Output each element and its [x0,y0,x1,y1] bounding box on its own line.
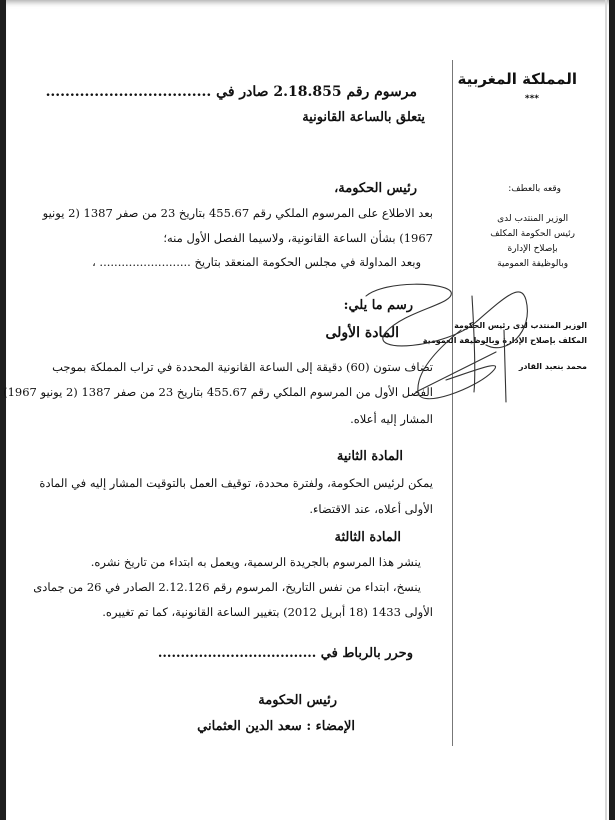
decree-title: مرسوم رقم 2.18.855 صادر في .................................. [45,84,417,100]
article-3-line: ينسخ، ابتداء من نفس التاريخ، المرسوم رقم 2.12.126 الصادر في 26 من جمادى [33,580,421,594]
minister-line: الوزير المنتدب لدى [497,214,569,224]
kingdom-header: المملكة المغربية [457,70,577,88]
article-1-line: المشار إليه أعلاه. [350,412,433,426]
header-stars: *** [524,94,539,104]
article-3-line: ينشر هذا المرسوم بالجريدة الرسمية، ويعمل به ابتداء من تاريخ نشره. [90,555,421,569]
preamble-line: 1967) بشأن الساعة القانونية، ولاسيما الفصل الأول منه؛ [163,231,433,245]
stamp-line: الوزير المنتدب لدى رئيس الحكومة [454,321,587,330]
decreed-heading: رسم ما يلي: [343,298,413,313]
preamble-line: وبعد المداولة في مجلس الحكومة المنعقد بتاريخ ......................... ، [92,255,421,269]
article-2-line: يمكن لرئيس الحكومة، ولفترة محددة، توقيف العمل بالتوقيت المشار إليه في المادة [39,476,433,490]
minister-stamp [423,318,587,374]
signatory-title: رئيس الحكومة [258,693,337,708]
article-2-line: الأولى أعلاه، عند الاقتضاء. [309,502,433,516]
signatory-name: الإمضاء : سعد الدين العثماني [197,719,355,734]
stamp-line: المكلف بإصلاح الإدارة وبالوظيفة العمومية [422,336,587,345]
article-3-line: الأولى 1433 (18 أبريل 2012) بتغيير الساعة القانونية، كما تم تغييره. [102,605,433,619]
article-1-line: الفصل الأول من المرسوم الملكي رقم 455.67 بتاريخ 23 من صفر 1387 (2 يونيو 1967) [3,385,433,399]
countersign-label: وقعه بالعطف: [508,184,561,194]
column-divider [452,60,453,746]
preamble-line: بعد الاطلاع على المرسوم الملكي رقم 455.67 بتاريخ 23 من صفر 1387 (2 يونيو [42,206,433,220]
page-edge [605,0,607,820]
stamp-name: محمد بنعبد القادر [518,362,587,371]
issuer-heading: رئيس الحكومة، [334,181,417,196]
minister-line: وبالوظيفة العمومية [497,259,569,269]
article-1-title: المادة الأولى [325,325,399,341]
done-at-line: وحرر بالرباط في ................................... [157,646,413,661]
minister-line: بإصلاح الإدارة [507,244,558,254]
article-3-title: المادة الثالثة [334,530,401,545]
article-1-line: تضاف ستون (60) دقيقة إلى الساعة القانونية المحددة في تراب المملكة بموجب [52,360,433,374]
minister-title-block [490,212,575,272]
decree-subtitle: يتعلق بالساعة القانونية [302,110,425,125]
document-page [3,0,609,820]
minister-line: رئيس الحكومة المكلف [490,229,575,239]
article-2-title: المادة الثانية [336,449,403,464]
